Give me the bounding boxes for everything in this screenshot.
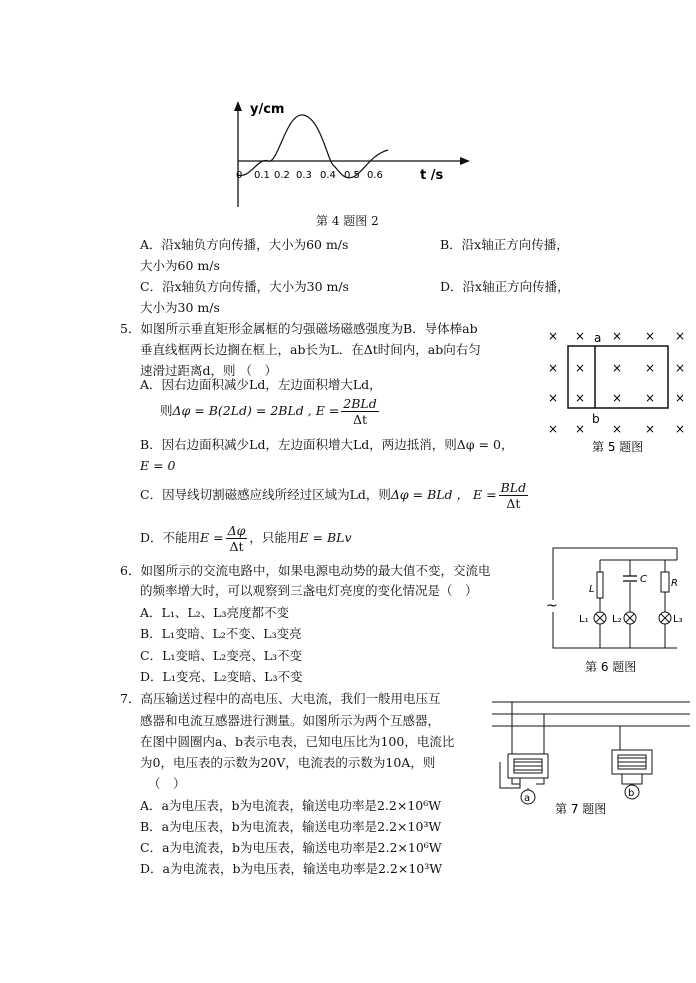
svg-text:×: × bbox=[675, 422, 686, 436]
svg-text:b: b bbox=[628, 788, 635, 799]
q7-option-a: A．a为电压表，b为电流表，输送电功率是2.2×10⁶W bbox=[140, 798, 442, 813]
svg-text:R: R bbox=[671, 578, 678, 589]
svg-text:×: × bbox=[645, 329, 656, 343]
lamp-l1 bbox=[594, 612, 606, 624]
svg-text:×: × bbox=[645, 361, 656, 375]
label-b: b bbox=[592, 412, 600, 426]
svg-text:0.4: 0.4 bbox=[320, 170, 336, 181]
svg-text:×: × bbox=[612, 329, 623, 343]
svg-text:L₂: L₂ bbox=[612, 614, 622, 625]
inductor bbox=[597, 572, 603, 598]
svg-text:×: × bbox=[575, 391, 586, 405]
q6-ac-circuit-figure bbox=[545, 540, 690, 680]
q5-option-b-cont: E = 0 bbox=[140, 458, 176, 473]
q5-stem-2: 垂直线框两长边搁在框上，ab长为L．在Δt时间内，ab向右匀 bbox=[140, 342, 481, 357]
q5-stem-3: 速滑过距离d，则 （ ） bbox=[140, 363, 277, 378]
svg-text:×: × bbox=[675, 391, 686, 405]
q6-option-a: A．L₁、L₂、L₃亮度都不变 bbox=[140, 605, 289, 620]
svg-text:L: L bbox=[589, 584, 595, 595]
svg-text:×: × bbox=[548, 422, 559, 436]
svg-text:×: × bbox=[612, 361, 623, 375]
svg-text:×: × bbox=[548, 391, 559, 405]
q7-transformer-figure bbox=[492, 692, 692, 817]
svg-text:a: a bbox=[524, 793, 531, 804]
q4-option-a: A．沿x轴负方向传播，大小为60 m/s bbox=[140, 237, 349, 252]
ac-source-symbol: ~ bbox=[546, 598, 558, 614]
q4-option-d: D．沿x轴正方向传播， bbox=[440, 279, 570, 294]
q4-wave-graph bbox=[228, 95, 473, 210]
lamp-l3 bbox=[659, 612, 671, 624]
x-label: t /s bbox=[420, 168, 444, 183]
meter-a bbox=[521, 790, 535, 804]
q5-magnetic-field-figure bbox=[540, 324, 690, 459]
q4-option-b: B．沿x轴正方向传播， bbox=[440, 237, 569, 252]
q7-stem-5: （ ） bbox=[148, 776, 186, 791]
q5-caption: 第 5 题图 bbox=[592, 440, 644, 454]
q6-option-d: D．L₁变亮、L₂变暗、L₃不变 bbox=[140, 669, 303, 684]
lamp-l2 bbox=[624, 612, 636, 624]
q6-option-c: C．L₁变暗、L₂变亮、L₃不变 bbox=[140, 648, 302, 663]
q5-option-c: C．因导线切割磁感应线所经过区域为Ld，则Δφ = BLd ， E = $\frac{\text{BLd}}{\Delta t}$ bbox=[140, 480, 527, 511]
svg-text:C: C bbox=[640, 574, 647, 585]
svg-text:0.1: 0.1 bbox=[254, 170, 270, 181]
svg-text:×: × bbox=[645, 391, 656, 405]
svg-text:L₃: L₃ bbox=[673, 614, 683, 625]
svg-text:×: × bbox=[548, 329, 559, 343]
q5-option-a-formula: 则Δφ = B(2Ld) = 2BLd , E = $\frac{\text{2BLd}}{\Delta t}$ bbox=[160, 396, 377, 427]
q5-stem-1: 5．如图所示垂直矩形金属框的匀强磁场磁感强度为B．导体棒ab bbox=[120, 321, 478, 336]
svg-text:×: × bbox=[548, 361, 559, 375]
q6-caption: 第 6 题图 bbox=[585, 660, 637, 674]
q4-caption: 第 4 题图 2 bbox=[316, 214, 379, 228]
svg-text:×: × bbox=[645, 422, 656, 436]
svg-text:0.2: 0.2 bbox=[274, 170, 290, 181]
svg-text:×: × bbox=[675, 361, 686, 375]
svg-text:×: × bbox=[575, 329, 586, 343]
q5-option-d: D．不能用E = $\frac{\Delta\varphi}{\Delta t}$ ，只能用E = BLv bbox=[140, 523, 352, 554]
q7-caption: 第 7 题图 bbox=[555, 802, 607, 816]
q5-option-a: A．因右边面积减少Ld，左边面积增大Ld， bbox=[140, 377, 382, 392]
q4-option-d-cont: 大小为30 m/s bbox=[140, 300, 220, 315]
q6-stem-2: 的频率增大时，可以观察到三盏电灯亮度的变化情况是（ ） bbox=[140, 583, 478, 598]
svg-text:0.5: 0.5 bbox=[344, 170, 360, 181]
q6-option-b: B．L₁变暗、L₂不变、L₃变亮 bbox=[140, 626, 302, 641]
q5-option-b: B．因右边面积减少Ld，左边面积增大Ld，两边抵消，则Δφ = 0， bbox=[140, 437, 514, 452]
svg-text:0.6: 0.6 bbox=[367, 170, 383, 181]
q7-stem-1: 7．高压输送过程中的高电压、大电流，我们一般用电压互 bbox=[120, 691, 441, 706]
meter-b bbox=[625, 785, 639, 799]
svg-text:L₁: L₁ bbox=[579, 614, 589, 625]
svg-text:×: × bbox=[575, 422, 586, 436]
svg-text:×: × bbox=[675, 329, 686, 343]
q7-stem-4: 为0，电压表的示数为20V，电流表的示数为10A，则 bbox=[140, 755, 436, 770]
q7-stem-3: 在图中圆圈内a、b表示电表，已知电压比为100，电流比 bbox=[140, 734, 455, 749]
svg-text:0: 0 bbox=[236, 170, 243, 181]
q7-option-c: C．a为电流表，b为电压表，输送电功率是2.2×10⁶W bbox=[140, 840, 442, 855]
q7-option-b: B．a为电压表，b为电流表，输送电功率是2.2×10³W bbox=[140, 819, 442, 834]
y-label: y/cm bbox=[250, 102, 285, 117]
svg-text:×: × bbox=[575, 361, 586, 375]
q4-option-c: C．沿x轴负方向传播，大小为30 m/s bbox=[140, 279, 349, 294]
wave-curve bbox=[238, 115, 388, 178]
svg-text:×: × bbox=[612, 422, 623, 436]
q4-option-b-cont: 大小为60 m/s bbox=[140, 258, 220, 273]
label-a: a bbox=[594, 331, 602, 345]
svg-text:0.3: 0.3 bbox=[296, 170, 312, 181]
q7-stem-2: 感器和电流互感器进行测量。如图所示为两个互感器， bbox=[140, 713, 441, 728]
svg-text:×: × bbox=[612, 391, 623, 405]
q6-stem-1: 6．如图所示的交流电路中，如果电源电动势的最大值不变，交流电 bbox=[120, 563, 491, 578]
resistor bbox=[661, 572, 669, 592]
q7-option-d: D．a为电流表，b为电压表，输送电功率是2.2×10³W bbox=[140, 861, 443, 876]
